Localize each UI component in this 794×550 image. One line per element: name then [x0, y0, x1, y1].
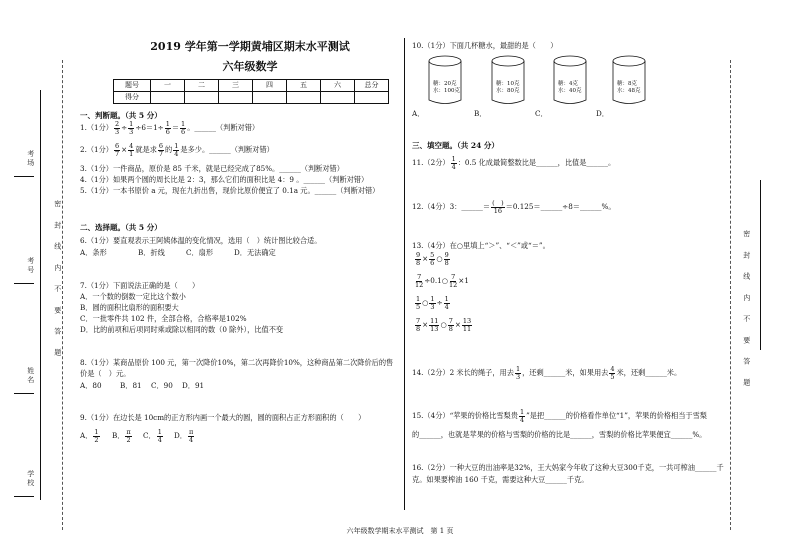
question-2: 2.（1分） $\frac{6}{7}$ × $\frac{4}{1}$ 就是求 $\frac{6}{7}$ 的 $\frac{1}{4}$ 是多少。______（判断对错） [80, 142, 274, 158]
score-header: 一 [151, 80, 185, 92]
q13-row-2: $\frac{7}{12}$ ÷0.1○ $\frac{7}{12}$ ×1 [415, 273, 469, 289]
seal-text-left: 密 封 线 内 不 要 答 题 [53, 200, 62, 362]
score-header: 六 [321, 80, 355, 92]
question-15: 15.（4分）“苹果的价格比雪梨贵 $\frac{1}{4}$ ”是把______的价格看作单位“1”，苹果的价格相当于雪梨 [412, 408, 707, 424]
q9-option-b[interactable]: B． $\frac{\pi}{2}$ [112, 428, 131, 444]
q9-option-c[interactable]: C． $\frac{1}{4}$ [143, 428, 162, 444]
beaker-b-sugar: 糖：10克 [496, 81, 520, 87]
score-table [113, 79, 389, 104]
seal-text-right: 密 封 线 内 不 要 答 题 [742, 230, 751, 392]
question-8-cont: 价是（ ）元。 [80, 369, 131, 378]
question-13: 13.（4分）在○里填上“＞”、“＜”或“＝”。 [412, 241, 550, 250]
question-14: 14.（2分）2 米长的绳子，用去 $\frac{1}{3}$ ，还剩______米，如果用去 $\frac{4}{5}$ 米，还剩______米。 [412, 365, 682, 381]
beaker-b-water: 水：80克 [496, 87, 520, 94]
section1-title: 一、判断题。（共 5 分） [80, 111, 162, 120]
question-10: 10.（1分）下面几杯糖水，最甜的是（ ） [412, 41, 558, 50]
label-school: 学校 [26, 470, 35, 488]
q6-option-d[interactable]: D．无法确定 [234, 248, 276, 257]
question-6: 6.（1分）要直观表示王阿姨体温的变化情况，选用（ ）统计图比较合适。 [80, 236, 322, 245]
page-title: 2019 学年第一学期黄埔区期末水平测试 [150, 40, 350, 53]
question-1: 1.（1分） $\frac{2}{3}$ ÷ $\frac{1}{3}$ ÷6＝1÷ $\frac{1}{6}$ ＝ $\frac{1}{6}$ 。______（判断对错） [80, 120, 260, 136]
score-cell[interactable] [253, 92, 287, 104]
q8-option-d[interactable]: D．91 [182, 381, 205, 390]
page-footer: 六年级数学期末水平测试 第 1 页 [346, 527, 454, 535]
beaker-c [553, 55, 587, 115]
seal-line-right [730, 60, 731, 530]
column-divider [404, 38, 405, 510]
beaker-c-water: 水：40克 [558, 87, 582, 94]
question-5: 5.（1分）一本书原价 a 元，现在九折出售，现价比原价便宜了 0.1a 元。______（判断对错） [80, 186, 380, 195]
score-cell[interactable] [185, 92, 219, 104]
score-cell[interactable] [321, 92, 355, 104]
score-header: 五 [287, 80, 321, 92]
q6-option-c[interactable]: C．扇形 [186, 248, 214, 257]
beaker-d-sugar: 糖：8克 [617, 81, 637, 87]
q6-option-a[interactable]: A．条形 [80, 248, 107, 257]
q13-row-4: $\frac{7}{8}$ × $\frac{11}{13}$ ○ $\frac{7}{8}$ × $\frac{13}{11}$ [416, 317, 472, 333]
score-cell[interactable] [151, 92, 185, 104]
blank-name [14, 393, 34, 394]
question-4: 4.（1分）如果两个圆的周长比是 2：3，那么它们的面积比是 4：9 。______（判断对错） [80, 175, 369, 184]
q7-option-b[interactable]: B．圆的面积比扇形的面积要大 [80, 303, 179, 312]
score-header: 二 [185, 80, 219, 92]
right-margin-rule [760, 180, 761, 350]
beaker-d-water: 水：48克 [617, 87, 641, 94]
question-9: 9.（1分）在边长是 10cm的正方形内画一个最大的圆，圆的面积占正方形面积的（ ） [80, 413, 366, 422]
beaker-a [428, 55, 462, 115]
score-cell[interactable] [355, 92, 389, 104]
score-row-label: 得分 [114, 92, 151, 104]
label-name: 姓名 [26, 367, 35, 385]
q9-option-d[interactable]: D． $\frac{\pi}{4}$ [174, 428, 194, 444]
label-exam-room: 考场 [26, 150, 35, 168]
question-15-cont: 的______，也就是苹果的价格与雪梨的价格的比是______，雪梨的价格比苹果便宜______%。 [412, 430, 707, 439]
blank-school [14, 496, 34, 497]
q13-row-3: $\frac{1}{5}$ ○ $\frac{1}{3}$ ÷ $\frac{1}{4}$ [416, 295, 449, 311]
section2-title: 二、选择题。（共 5 分） [80, 223, 162, 232]
seal-line-left [62, 60, 63, 530]
blank-exam-room [14, 176, 34, 177]
beaker-c-sugar: 糖：4克 [558, 81, 578, 87]
score-header: 三 [219, 80, 253, 92]
q7-option-a[interactable]: A．一个数的倒数一定比这个数小 [80, 292, 186, 301]
beaker-a-water: 水：100克 [433, 87, 460, 94]
q13-row-1: $\frac{9}{8}$ × $\frac{5}{6}$ ○ $\frac{9}{8}$ [416, 251, 449, 267]
q7-option-d[interactable]: D．比的前项和后项同时乘或除以相同的数（0 除外），比值不变 [80, 325, 284, 334]
beaker-d [612, 55, 646, 115]
q6-option-b[interactable]: B．折线 [138, 248, 165, 257]
q10-option-d[interactable]: D． [596, 109, 609, 118]
score-header: 题号 [114, 80, 151, 92]
q8-option-a[interactable]: A．80 [80, 381, 102, 390]
q8-option-b[interactable]: B．81 [120, 381, 142, 390]
question-16-cont: 克。如果要榨油 160 千克，需要这种大豆______千克。 [412, 475, 589, 484]
question-8: 8.（1分）某商品原价 100 元，第一次降价10%，第二次再降价10%，这种商品第二次降价后的售 [80, 358, 394, 367]
q8-option-c[interactable]: C．90 [151, 381, 173, 390]
score-header: 总分 [355, 80, 389, 92]
section3-title: 三、填空题。（共 24 分） [412, 141, 499, 150]
q7-option-c[interactable]: C．一批零件共 102 件，全部合格，合格率是102% [80, 314, 247, 323]
question-12: 12.（4分）3：______＝ $\frac{( )}{16}$ ＝0.125＝______÷8＝______%。 [412, 199, 616, 215]
label-exam-number: 考号 [26, 257, 35, 275]
margin-rule [40, 90, 41, 500]
question-11: 11.（2分） $\frac{1}{4}$ ：0.5 化成最简整数比是______，比值是______。 [412, 155, 616, 171]
q9-option-a[interactable]: A． $\frac{1}{2}$ [80, 428, 99, 444]
beaker-b [491, 55, 525, 115]
question-16: 16.（2分）一种大豆的出油率是32%，王大妈家今年收了这种大豆300千克，一共可榨油______千 [412, 463, 724, 472]
question-3: 3.（1分）一件商品，原价是 85 千米，就是已经完成了85%。______（判断对错） [80, 164, 344, 173]
q10-option-a[interactable]: A． [412, 109, 425, 118]
question-7: 7.（1分）下面说法正确的是（ ） [80, 281, 200, 290]
score-header: 四 [253, 80, 287, 92]
q10-option-c[interactable]: C． [535, 109, 548, 118]
score-cell[interactable] [219, 92, 253, 104]
score-cell[interactable] [287, 92, 321, 104]
blank-exam-number [14, 283, 34, 284]
page-subtitle: 六年级数学 [222, 60, 278, 73]
q10-option-b[interactable]: B． [474, 109, 487, 118]
beaker-a-sugar: 糖：20克 [433, 81, 457, 87]
